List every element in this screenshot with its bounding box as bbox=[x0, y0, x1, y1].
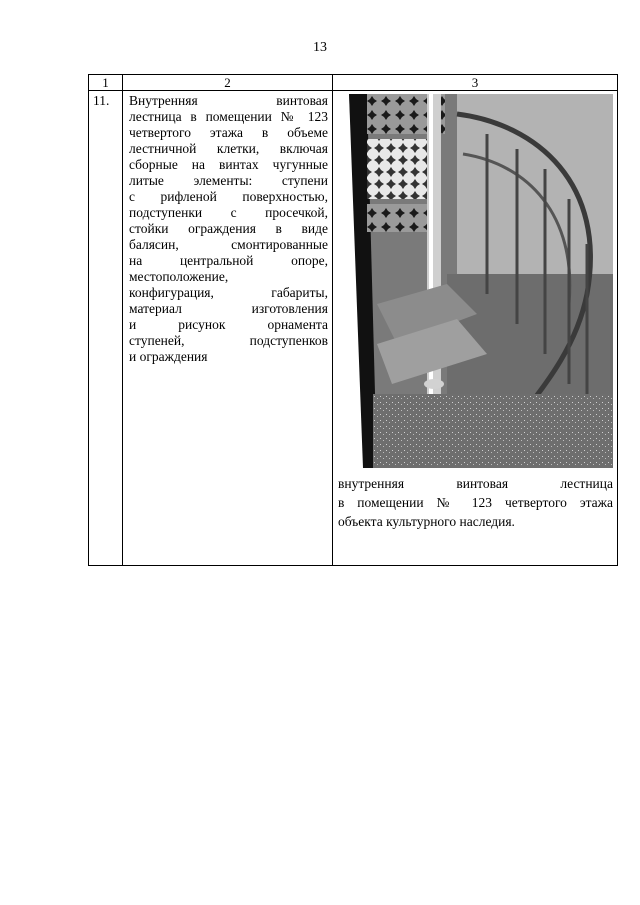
description-line: лестничной клетки, включая bbox=[129, 141, 328, 156]
row-photo-cell bbox=[333, 91, 618, 566]
description-line: на центральной опоре, bbox=[129, 253, 328, 268]
header-col-3: 3 bbox=[333, 75, 618, 91]
description-line: Внутренняя винтовая bbox=[129, 93, 328, 108]
caption-line: объекта культурного наследия. bbox=[338, 514, 515, 529]
description-line: лестница в помещении № 123 bbox=[129, 109, 328, 124]
table-header-row bbox=[89, 75, 618, 91]
monument-elements-table bbox=[88, 74, 618, 566]
caption-line: внутренняя винтовая лестница bbox=[338, 476, 613, 491]
description-line: местоположение, bbox=[129, 269, 229, 284]
description-line: стойки ограждения в виде bbox=[129, 221, 328, 236]
description-line: сборные на винтах чугунные bbox=[129, 157, 328, 172]
description-line: балясин, смонтированные bbox=[129, 237, 328, 252]
photo-caption bbox=[338, 474, 613, 531]
description-line: конфигурация, габариты, bbox=[129, 285, 328, 300]
table-row bbox=[89, 91, 618, 566]
description-line: подступенки с просечкой, bbox=[129, 205, 328, 220]
description-line: ступеней, подступенков bbox=[129, 333, 328, 348]
description-line: материал изготовления bbox=[129, 301, 328, 316]
caption-line: в помещении № 123 четвертого этажа bbox=[338, 495, 613, 510]
description-line: четвертого этажа в объеме bbox=[129, 125, 328, 140]
row-number: 11. bbox=[89, 91, 123, 566]
staircase-photo bbox=[337, 94, 613, 468]
description-line: литые элементы: ступени bbox=[129, 173, 328, 188]
page-number: 13 bbox=[313, 40, 327, 55]
header-col-2: 2 bbox=[123, 75, 333, 91]
row-description bbox=[123, 91, 333, 566]
description-line: и рисунок орнамента bbox=[129, 317, 328, 332]
header-col-1: 1 bbox=[89, 75, 123, 91]
description-line: и ограждения bbox=[129, 349, 208, 364]
description-line: с рифленой поверхностью, bbox=[129, 189, 328, 204]
